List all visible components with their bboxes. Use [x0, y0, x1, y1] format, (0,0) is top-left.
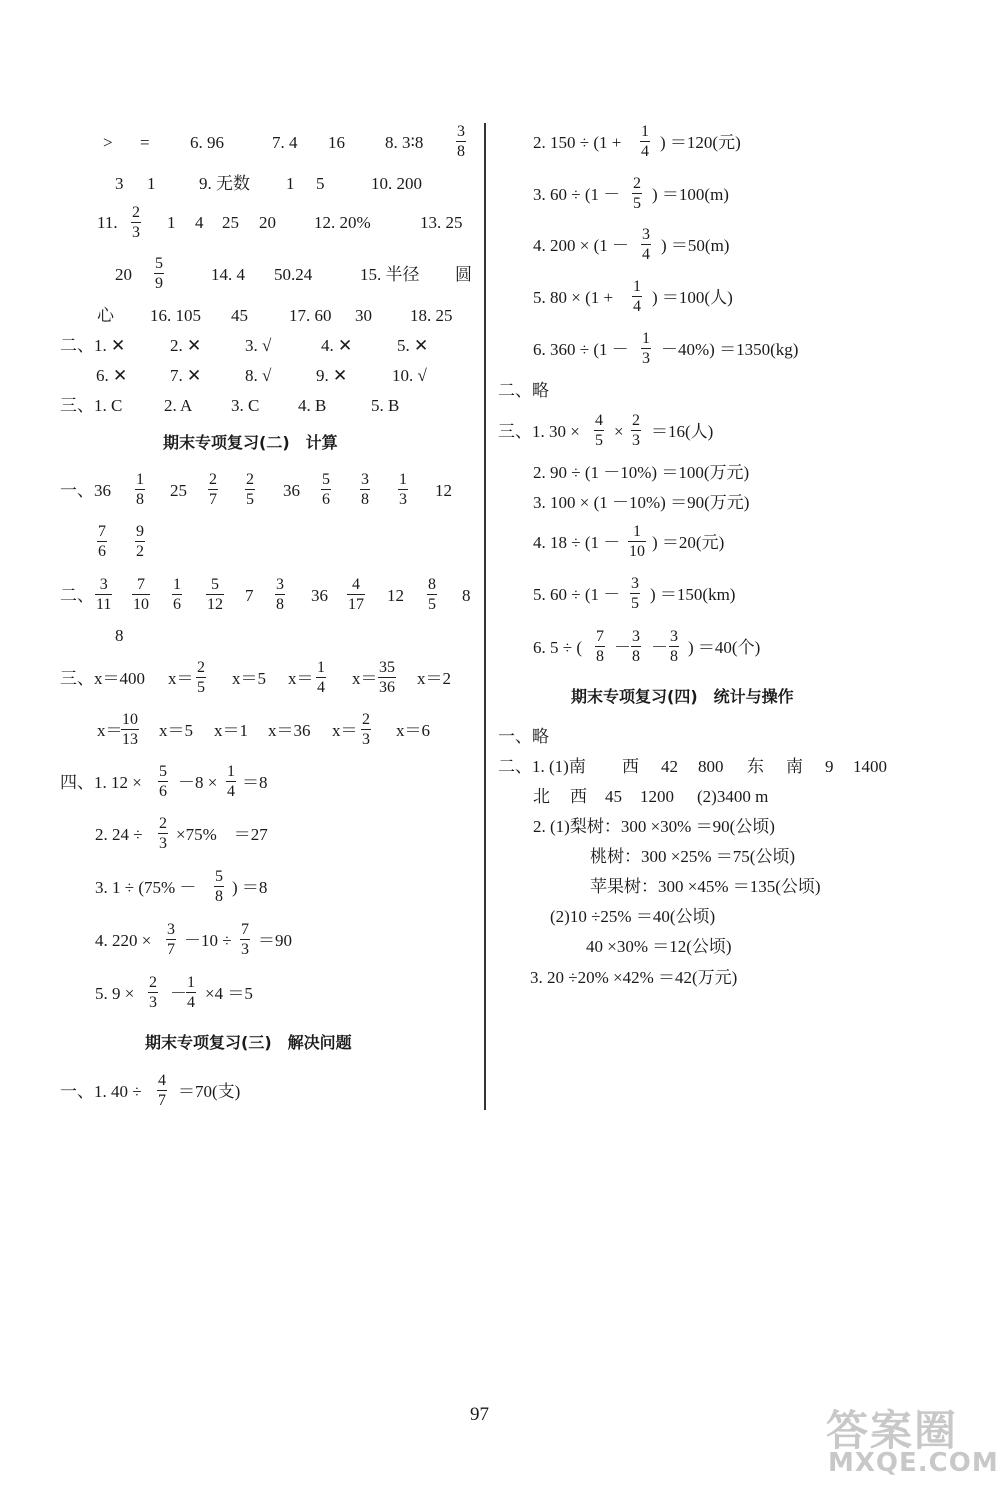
text: －10 ÷	[184, 931, 232, 950]
text: 45	[231, 306, 248, 325]
text: 14. 4	[211, 265, 245, 284]
text: 南	[786, 757, 803, 776]
text: 15. 半径	[360, 265, 420, 284]
page-number: 97	[470, 1404, 489, 1425]
text: 16. 105	[150, 306, 201, 325]
fraction: 2 7	[209, 471, 217, 508]
text: 7	[245, 586, 254, 605]
text: 25	[170, 481, 187, 500]
text: 三、1. C	[60, 396, 123, 415]
text: －40%) ＝1350(kg)	[661, 340, 799, 359]
text: 3. 60 ÷ (1 －	[533, 185, 621, 204]
text: 40 ×30% ＝12(公顷)	[586, 937, 732, 956]
fraction: 1 3	[642, 330, 650, 367]
fraction: 1 3	[399, 471, 407, 508]
text: 北	[533, 787, 550, 806]
text: 2. 150 ÷ (1 +	[533, 133, 622, 152]
text: x＝2	[417, 669, 451, 688]
watermark-url: MXQE.COM	[828, 1448, 999, 1478]
text: 2. 90 ÷ (1 －10%) ＝100(万元)	[533, 463, 750, 482]
text: 1400	[853, 757, 887, 776]
text: >	[103, 133, 113, 152]
text: 9	[825, 757, 834, 776]
text: 5. 60 ÷ (1 －	[533, 585, 621, 604]
text: =	[140, 133, 150, 152]
fraction: 4 17	[348, 576, 364, 613]
text: －	[651, 638, 668, 657]
text: ×75% ＝27	[176, 825, 268, 844]
text: 30	[355, 306, 372, 325]
text: 4. ✕	[321, 336, 353, 355]
fraction: 1 10	[629, 523, 645, 560]
text: 西	[570, 787, 587, 806]
fraction: 35 36	[379, 659, 395, 696]
fraction: 3 8	[276, 576, 284, 613]
fraction: 3 5	[631, 575, 639, 612]
fraction: 1 6	[173, 576, 181, 613]
text: (2)10 ÷25% ＝40(公顷)	[550, 907, 716, 926]
text: 2. A	[164, 396, 193, 415]
text: 20	[115, 265, 132, 284]
text: 5. ✕	[397, 336, 429, 355]
text: 4. 220 ×	[95, 931, 152, 950]
text: (2)3400 m	[697, 787, 769, 806]
text: 7. ✕	[170, 366, 202, 385]
fraction: 4 5	[595, 412, 603, 449]
text: x＝6	[396, 721, 430, 740]
text: 50.24	[274, 265, 313, 284]
text: 5. B	[371, 396, 400, 415]
fraction: 2 3	[362, 711, 370, 748]
text: 36	[283, 481, 300, 500]
section-heading: 期末专项复习(三) 解决问题	[145, 1033, 352, 1052]
fraction: 7 3	[241, 921, 249, 958]
text: 20	[259, 213, 276, 232]
text: 10. √	[392, 366, 427, 385]
text: ×4 ＝5	[205, 984, 253, 1003]
fraction: 8 5	[428, 576, 436, 613]
text: 3	[115, 174, 124, 193]
text: x＝	[97, 721, 123, 740]
text: x＝	[352, 669, 378, 688]
text: 5. 80 × (1 +	[533, 288, 614, 307]
fraction: 9 2	[136, 523, 144, 560]
text: ) ＝150(km)	[650, 585, 736, 604]
fraction: 3 8	[632, 628, 640, 665]
text: x＝	[168, 669, 194, 688]
text: 2. ✕	[170, 336, 202, 355]
text: 5	[316, 174, 325, 193]
text: 1	[286, 174, 295, 193]
fraction: 1 4	[641, 123, 649, 160]
text: 2. (1)梨树：300 ×30% ＝90(公顷)	[533, 817, 775, 836]
text: x＝1	[214, 721, 248, 740]
text: ＝90	[258, 931, 292, 950]
text: 5. 9 ×	[95, 984, 135, 1003]
fraction: 2 5	[246, 471, 254, 508]
fraction: 5 6	[322, 471, 330, 508]
text: －	[614, 638, 631, 657]
text: 一、36	[60, 481, 111, 500]
text: ＝16(人)	[651, 422, 714, 441]
text: 36	[311, 586, 328, 605]
text: 1	[167, 213, 176, 232]
fraction: 1 4	[317, 659, 325, 696]
text: 二、1. ✕	[60, 336, 126, 355]
text: 一、略	[498, 727, 549, 746]
text: 1200	[640, 787, 674, 806]
text: 二、	[60, 586, 94, 605]
fraction: 3 8	[457, 123, 465, 160]
text: －	[170, 984, 187, 1003]
text: 心	[97, 306, 114, 325]
text: 8	[462, 586, 471, 605]
text: ×	[614, 422, 624, 441]
text: 三、1. 30 ×	[498, 422, 580, 441]
text: 苹果树：300 ×45% ＝135(公顷)	[590, 877, 821, 896]
fraction: 2 5	[633, 175, 641, 212]
fraction: 5 8	[215, 868, 223, 905]
fraction: 3 8	[670, 628, 678, 665]
text: 8. √	[245, 366, 272, 385]
fraction: 3 4	[642, 226, 650, 263]
text: 3. C	[231, 396, 260, 415]
text: 12. 20%	[314, 213, 371, 232]
text: 二、1. (1)南	[498, 757, 586, 776]
text: 7. 4	[272, 133, 298, 152]
text: ＝8	[242, 773, 268, 792]
text: 45	[605, 787, 622, 806]
text: 4. B	[298, 396, 327, 415]
watermark-word: 答案圈	[826, 1406, 959, 1455]
fraction: 1 8	[136, 471, 144, 508]
text: 3. 100 × (1 －10%) ＝90(万元)	[533, 493, 750, 512]
text: x＝	[288, 669, 314, 688]
fraction: 7 6	[98, 523, 106, 560]
text: 13. 25	[420, 213, 463, 232]
fraction: 5 9	[155, 255, 163, 292]
text: 6. ✕	[96, 366, 128, 385]
text: ) ＝100(m)	[652, 185, 729, 204]
text: ) ＝50(m)	[661, 236, 730, 255]
text: 四、1. 12 ×	[60, 773, 142, 792]
text: 三、x＝400	[60, 669, 145, 688]
text: 3. 20 ÷20% ×42% ＝42(万元)	[530, 968, 738, 987]
text: ) ＝8	[232, 878, 268, 897]
fraction: 1 4	[227, 763, 235, 800]
text: 4. 18 ÷ (1 －	[533, 533, 621, 552]
section-heading: 期末专项复习(二) 计算	[163, 433, 338, 452]
fraction: 5 12	[207, 576, 223, 613]
text: ) ＝100(人)	[652, 288, 733, 307]
fraction: 5 6	[159, 763, 167, 800]
text: 圆	[455, 265, 472, 284]
text: 2. 24 ÷	[95, 825, 143, 844]
fraction: 7 8	[596, 628, 604, 665]
text: 3. √	[245, 336, 272, 355]
text: ＝70(支)	[178, 1082, 241, 1101]
text: 桃树：300 ×25% ＝75(公顷)	[590, 847, 796, 866]
text: x＝5	[232, 669, 266, 688]
text: 3. 1 ÷ (75% －	[95, 878, 197, 897]
fraction: 10 13	[122, 711, 138, 748]
text: 9. ✕	[316, 366, 348, 385]
text: 9. 无数	[199, 174, 250, 193]
fraction: 2 3	[132, 204, 140, 241]
text: ) ＝20(元)	[652, 533, 725, 552]
text: 12	[435, 481, 452, 500]
fraction: 4 7	[158, 1072, 166, 1109]
text: 11.	[97, 213, 118, 232]
text: 8	[115, 626, 124, 645]
text: 1	[147, 174, 156, 193]
text: 二、略	[498, 381, 549, 400]
text: ) ＝120(元)	[660, 133, 741, 152]
text: 800	[698, 757, 724, 776]
fraction: 1 4	[633, 278, 641, 315]
fraction: 3 7	[167, 921, 175, 958]
text: 6. 360 ÷ (1 －	[533, 340, 629, 359]
watermark-logo	[826, 1398, 999, 1482]
text: 6. 5 ÷ (	[533, 638, 582, 657]
text: x＝5	[159, 721, 193, 740]
text: －8 ×	[178, 773, 218, 792]
text: 12	[387, 586, 404, 605]
text: 18. 25	[410, 306, 453, 325]
section-heading: 期末专项复习(四) 统计与操作	[571, 687, 794, 706]
column-divider	[484, 123, 486, 1110]
fraction: 7 10	[133, 576, 149, 613]
text: 西	[622, 757, 639, 776]
text: ) ＝40(个)	[688, 638, 761, 657]
text: x＝36	[268, 721, 311, 740]
fraction: 2 3	[159, 815, 167, 852]
fraction: 2 3	[149, 974, 157, 1011]
text: 4	[195, 213, 204, 232]
fraction: 3 8	[361, 471, 369, 508]
text: 8. 3∶8	[385, 133, 424, 152]
text: 42	[661, 757, 678, 776]
fraction: 2 3	[632, 412, 640, 449]
text: 25	[222, 213, 239, 232]
fraction: 2 5	[197, 659, 205, 696]
text: x＝	[332, 721, 358, 740]
text: 17. 60	[289, 306, 332, 325]
text: 6. 96	[190, 133, 224, 152]
text: 一、1. 40 ÷	[60, 1082, 142, 1101]
fraction: 3 11	[96, 576, 112, 613]
text: 东	[747, 757, 764, 776]
text: 16	[328, 133, 345, 152]
fraction: 1 4	[187, 974, 195, 1011]
text: 4. 200 × (1 －	[533, 236, 629, 255]
text: 10. 200	[371, 174, 422, 193]
